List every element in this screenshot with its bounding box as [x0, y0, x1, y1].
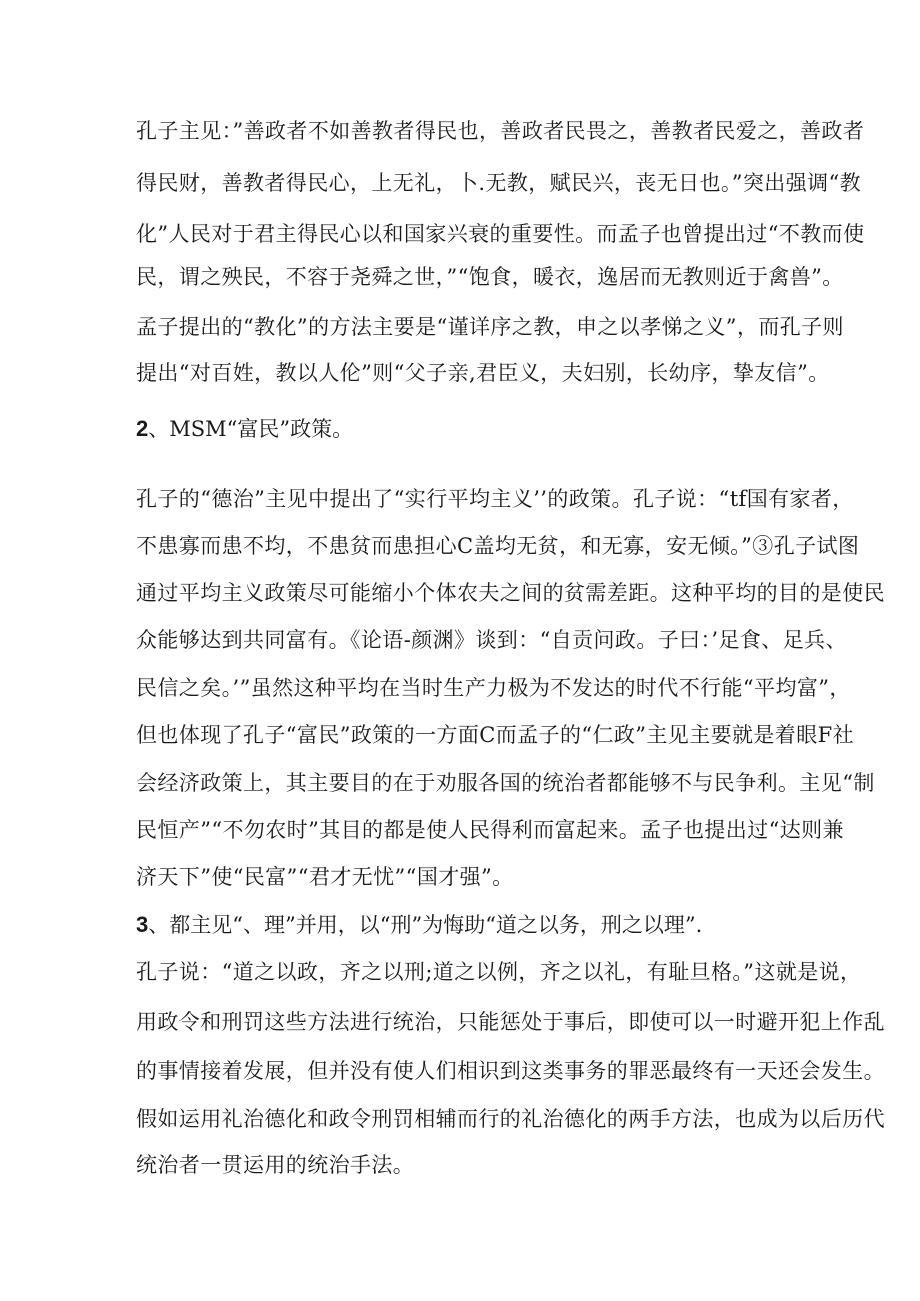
paragraph-line: 孔子的“德治”主见中提出了“实行平均主义’’的政策。孔子说：“tf国有家者， — [136, 487, 854, 511]
paragraph-line: 民恒产”“不勿农时”其目的都是使人民得利而富起来。孟子也提出过“达则兼 — [136, 818, 844, 842]
paragraph-line: 得民财，善教者得民心，上无礼，卜.无教，赋民兴，丧无日也。”突出强调“教 — [136, 171, 862, 195]
paragraph-line: 民，谓之殃民，不容于尧舜之世，”“饱食，暖衣，逸居而无教则近于禽兽”。 — [136, 265, 844, 289]
section-heading-3 — [136, 910, 796, 940]
section-heading-2 — [136, 414, 796, 444]
paragraph-line: 假如运用礼治德化和政令刑罚相辅而行的礼治德化的两手方法，也成为以后历代 — [136, 1107, 885, 1131]
paragraph-line: 用政令和刑罚这些方法进行统治，只能惩处于事后，即使可以一时避开犯上作乱 — [136, 1010, 885, 1034]
paragraph-line: 的事情接着发展，但并没有使人们相识到这类事务的罪恶最终有一天还会发生。 — [136, 1059, 885, 1083]
paragraph-line: 不患寡而患不均，不患贫而患担心C盖均无贫，和无寡，安无倾。”③孔子试图 — [136, 534, 860, 558]
paragraph-line: 会经济政策上，其主要目的在于劝服各国的统治者都能够不与民争利。主见“制 — [136, 771, 875, 795]
heading-number: 2 — [136, 416, 149, 441]
paragraph-line: 通过平均主义政策尽可能缩小个体农夫之间的贫需差距。这种平均的目的是使民 — [136, 581, 885, 605]
paragraph-line: 济天下”使“民富”“君才无忧”“国才强”。 — [136, 865, 514, 889]
paragraph-line: 众能够达到共同富有。《论语-颜渊》谈到：“自贡问政。子曰：’足食、足兵、 — [136, 628, 847, 652]
heading-text: 、MSM“富民”政策。 — [148, 417, 354, 441]
paragraph-line: 提出“对百姓，教以人伦”则“父子亲,君臣义，夫妇别，长幼序，挚友信”。 — [136, 361, 830, 385]
paragraph-line: 孔子主见：”善政者不如善教者得民也，善政者民畏之，善教者民爱之，善政者 — [136, 119, 865, 143]
heading-number: 3 — [136, 912, 149, 937]
paragraph-line: 统治者一贯运用的统治手法。 — [136, 1153, 415, 1177]
paragraph-line: 化”人民对于君主得民心以和国家兴衰的重要性。而孟子也曾提出过“不教而使 — [136, 222, 865, 246]
paragraph-line: 孟子提出的“教化”的方法主要是“谨详序之教，申之以孝悌之义”，而孔子则 — [136, 315, 844, 339]
paragraph-line: 民信之矣。’”虽然这种平均在当时生产力极为不发达的时代不行能“平均富”， — [136, 676, 851, 700]
paragraph-line: 但也体现了孔子“富民”政策的一方面C而孟子的“仁政”主见主要就是着眼F社 — [136, 723, 854, 747]
heading-text: 、都主见“、理”并用，以“刑”为悔助“道之以务，刑之以理”. — [148, 913, 703, 937]
paragraph-line: 孔子说：“道之以政，齐之以刑;道之以例，齐之以礼，有耻旦格。”这就是说， — [136, 960, 862, 984]
